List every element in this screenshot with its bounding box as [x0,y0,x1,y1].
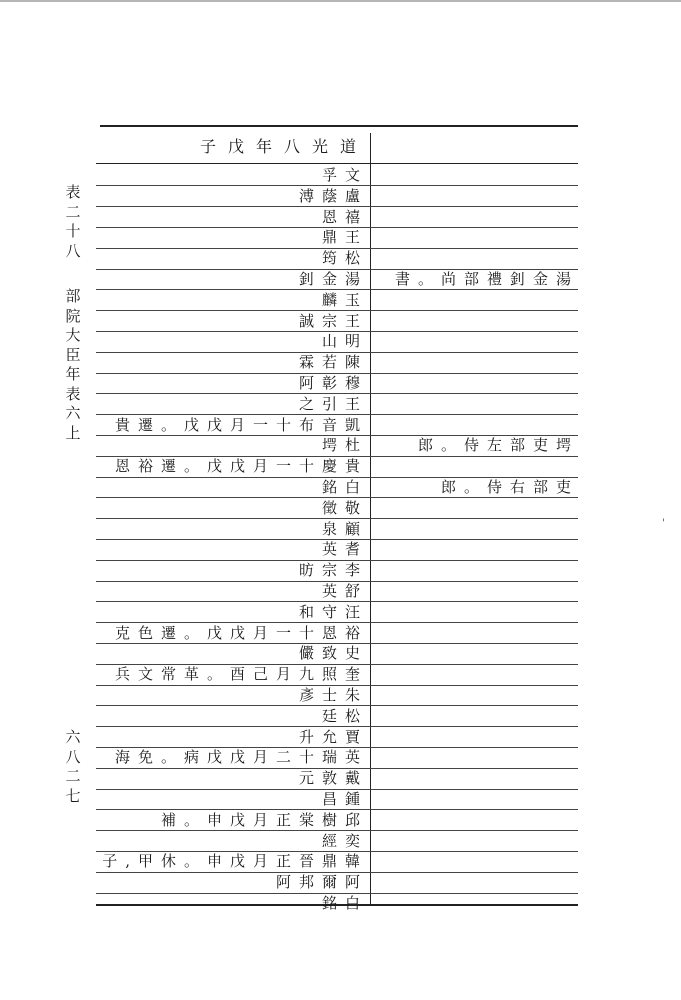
left-cell: 海免。病戊戊月二十瑞英 [114,748,368,767]
left-cell: 英舒 [321,582,368,600]
side-subtitle [60,287,86,443]
right-cell [375,290,579,310]
left-cell: 銘白 [321,894,368,912]
margin-mark: ' [662,518,665,529]
right-cell [375,498,579,518]
side-subtitle-char: 部 [65,287,81,305]
right-cell [375,789,579,809]
top-rule [100,125,578,127]
side-title-char: 八 [65,241,81,260]
left-cell: 霖若陳 [298,353,368,372]
left-cell: 和守汪 [298,602,368,621]
page-number-char: 二 [65,767,81,785]
side-subtitle-char: 院 [65,306,81,325]
right-cell [375,207,579,227]
left-cell: 兵文常革。酉己月九照奎 [114,665,368,684]
side-subtitle-char: 臣 [65,345,81,364]
left-cell: 銘白 [321,478,368,496]
left-cell: 溥蔭盧 [298,186,368,205]
right-cell: 郎。侍左部吏堮 [417,436,579,455]
left-cell: 泉顧 [321,519,368,538]
left-cell: 筠松 [321,249,368,268]
right-cell: 書。尚部禮釗金湯 [394,270,579,288]
side-title-char: 二 [65,202,81,221]
side-title-char: 表 [65,183,81,201]
side-subtitle-char: 表 [65,384,81,403]
left-cell: 山明 [321,332,368,351]
right-cell [375,664,579,684]
right-cell [375,373,579,393]
right-cell [375,768,579,788]
right-cell [375,539,579,559]
yearly-table [96,125,579,912]
right-cell [375,311,579,331]
left-cell: 阿彰穆 [298,374,368,392]
left-cell: 子,甲休。申戊月正晉鼎韓 [102,852,368,871]
right-cell [375,685,579,705]
right-cell [375,747,579,767]
left-cell: 恩禧 [321,207,368,226]
left-cell: 釗金湯 [298,270,368,288]
left-cell: 阿邦爾阿 [275,873,368,892]
right-cell [375,186,579,206]
right-cell [375,602,579,622]
left-cell: 孚文 [321,166,368,184]
page-number-char: 八 [65,747,81,766]
left-cell: 誠宗王 [298,311,368,330]
side-title [60,183,86,261]
left-cell: 堮杜 [321,436,368,455]
left-cell: 彥士朱 [298,686,368,704]
right-cell [375,872,579,892]
left-cell: 補。申戊月正棠樹邱 [160,810,368,829]
right-cell [375,851,579,871]
side-subtitle-char: 六 [65,404,81,422]
right-cell [375,706,579,726]
left-cell: 之引王 [298,394,368,413]
right-cell [375,643,579,663]
right-cell [375,456,579,476]
page-number-char: 七 [65,786,81,805]
side-subtitle-char: 上 [65,423,81,442]
right-cell [375,893,579,913]
year-header: 子戊年八光道 [199,137,368,156]
right-cell [375,227,579,247]
scan-edge [0,0,681,2]
right-cell [375,394,579,414]
right-cell [375,165,579,185]
left-cell: 英耆 [321,540,368,559]
header-rule [96,163,578,164]
left-cell: 昉宗李 [298,561,368,580]
right-cell [375,415,579,435]
left-cell: 麟玉 [321,290,368,309]
left-cell: 廷松 [321,706,368,725]
left-cell: 克色遷。戊戊月一十恩裕 [114,623,368,642]
right-cell [375,810,579,830]
left-cell: 經奕 [321,831,368,850]
left-cell: 元敦戴 [298,769,368,788]
right-cell [375,352,579,372]
right-cell [375,623,579,643]
side-subtitle-char: 大 [65,326,81,344]
left-cell: 儼致史 [298,644,368,663]
page-number-char: 六 [65,728,81,746]
left-cell: 徵敬 [321,498,368,517]
side-subtitle-char: 年 [65,365,81,383]
right-cell [375,331,579,351]
right-cell [375,581,579,601]
right-cell [375,560,579,580]
side-title-char: 十 [65,222,81,240]
right-cell [375,248,579,268]
left-cell: 恩裕遷。戊戊月一十慶貴 [114,457,368,476]
right-cell [375,519,579,539]
left-cell: 貴遷。戊戊月一十布音凱 [114,415,368,434]
left-cell: 升允賈 [298,727,368,746]
left-cell: 鼎王 [321,228,368,247]
right-cell [375,831,579,851]
right-cell [375,727,579,747]
right-cell: 郎。侍右部吏 [440,478,579,496]
page-number [60,728,86,806]
left-cell: 昌鍾 [321,790,368,808]
